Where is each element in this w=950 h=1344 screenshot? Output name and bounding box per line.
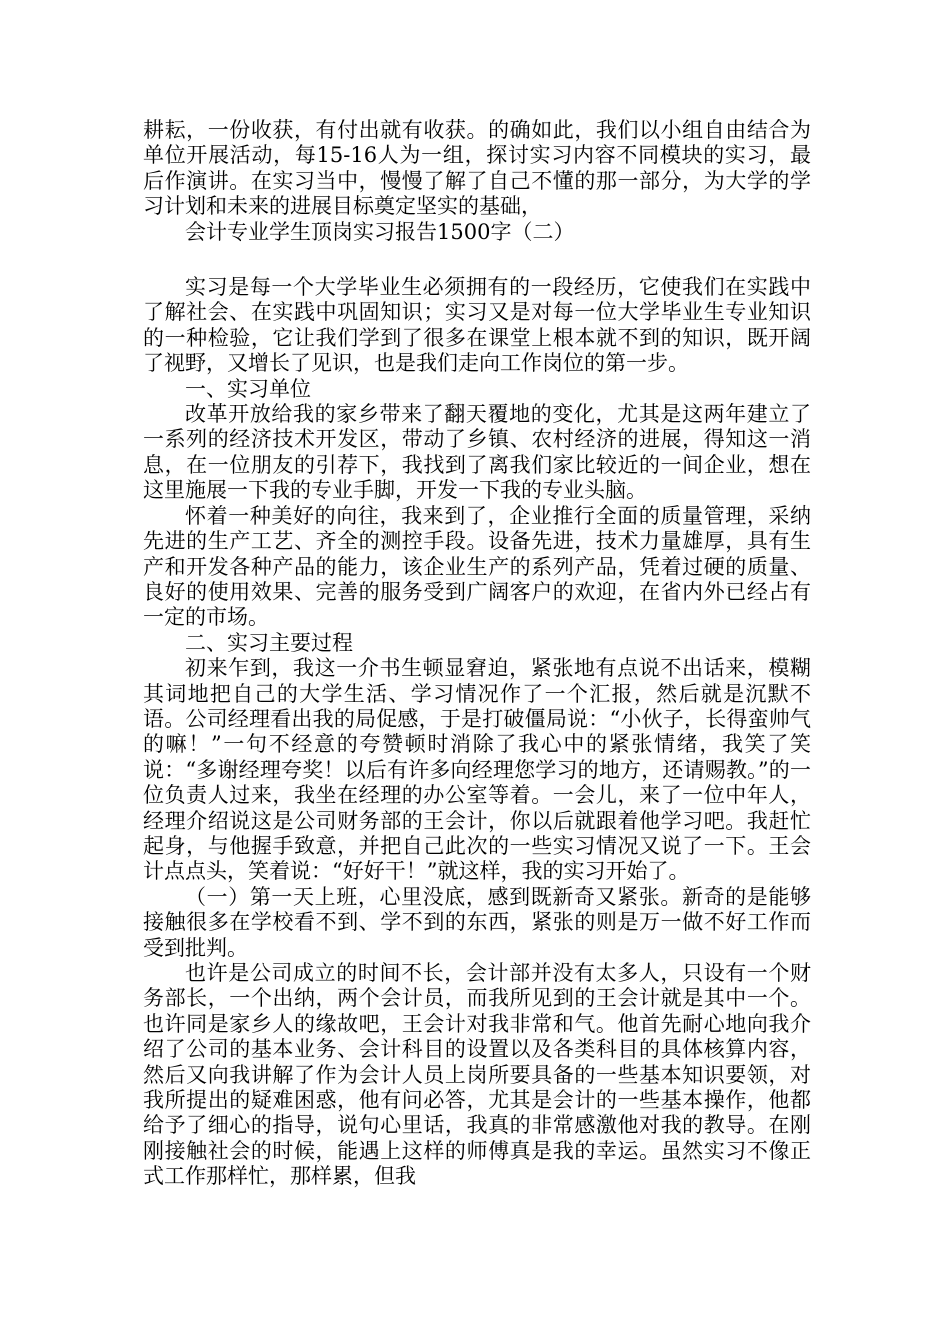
report-title: 会计专业学生顶岗实习报告1500字（二） bbox=[185, 219, 575, 244]
paragraph-process-1: 初来乍到，我这一介书生顿显窘迫，紧张地有点说不出话来，模糊其词地把自己的大学生活、学习情况作了一个汇报，然后就是沉默不语。公司经理看出我的局促感，于是打破僵局说：“小伙子，长得蛮帅气的嘛！”一句不经意的夸赞顿时消除了我心中的紧张情绪，我笑了笑说：“多谢经理夸奖！以后有许多向经理您学习的地方，还请赐教。”的一位负责人过来，我坐在经理的办公室等着。一会儿，来了一位中年人，经理介绍说这是公司财务部的王会计，你以后就跟着他学习吧。我赶忙起身，与他握手致意，并把自己此次的一些实习情况又说了一下。王会计点点头，笑着说：“好好干！”就这样，我的实习开始了。 bbox=[143, 656, 811, 884]
section-heading-unit: 一、实习单位 bbox=[185, 376, 311, 401]
document-page bbox=[143, 118, 811, 1190]
paragraph-intro: 实习是每一个大学毕业生必须拥有的一段经历，它使我们在实践中了解社会、在实践中巩固知识；实习又是对每一位大学毕业生专业知识的一种检验，它让我们学到了很多在课堂上根本就不到的知识，既开阔了视野，又增长了见识，也是我们走向工作岗位的第一步。 bbox=[143, 275, 811, 376]
paragraph-unit-2: 怀着一种美好的向往，我来到了，企业推行全面的质量管理，采纳先进的生产工艺、齐全的测控手段。设备先进，技术力量雄厚，具有生产和开发各种产品的能力，该企业生产的系列产品，凭着过硬的质量、良好的使用效果、完善的服务受到广阔客户的欢迎，在省内外已经占有一定的市场。 bbox=[143, 503, 811, 630]
paragraph-unit-1: 改革开放给我的家乡带来了翻天覆地的变化，尤其是这两年建立了一系列的经济技术开发区，带动了乡镇、农村经济的进展，得知这一消息，在一位朋友的引荐下，我找到了离我们家比较近的一间企业，想在这里施展一下我的专业手脚，开发一下我的专业头脑。 bbox=[143, 402, 811, 503]
paragraph-process-2: （一）第一天上班，心里没底，感到既新奇又紧张。新奇的是能够接触很多在学校看不到、学不到的东西，紧张的则是万一做不好工作而受到批判。 bbox=[143, 884, 811, 960]
section-heading-process: 二、实习主要过程 bbox=[185, 630, 353, 655]
paragraph-process-3: 也许是公司成立的时间不长，会计部并没有太多人，只设有一个财务部长，一个出纳，两个会计员，而我所见到的王会计就是其中一个。也许同是家乡人的缘故吧，王会计对我非常和气。他首先耐心地向我介绍了公司的基本业务、会计科目的设置以及各类科目的具体核算内容，然后又向我讲解了作为会计人员上岗所要具备的一些基本知识要领，对我所提出的疑难困惑，他有问必答，尤其是会计的一些基本操作，他都给予了细心的指导，说句心里话，我真的非常感激他对我的教导。在刚刚接触社会的时候，能遇上这样的师傅真是我的幸运。虽然实习不像正式工作那样忙，那样累，但我 bbox=[143, 961, 811, 1189]
paragraph-continued: 耕耘，一份收获，有付出就有收获。的确如此，我们以小组自由结合为单位开展活动，每15-16人为一组，探讨实习内容不同模块的实习，最后作演讲。在实习当中，慢慢了解了自己不懂的那一部分，为大学的学习计划和未来的进展目标奠定坚实的基础， bbox=[143, 118, 811, 219]
